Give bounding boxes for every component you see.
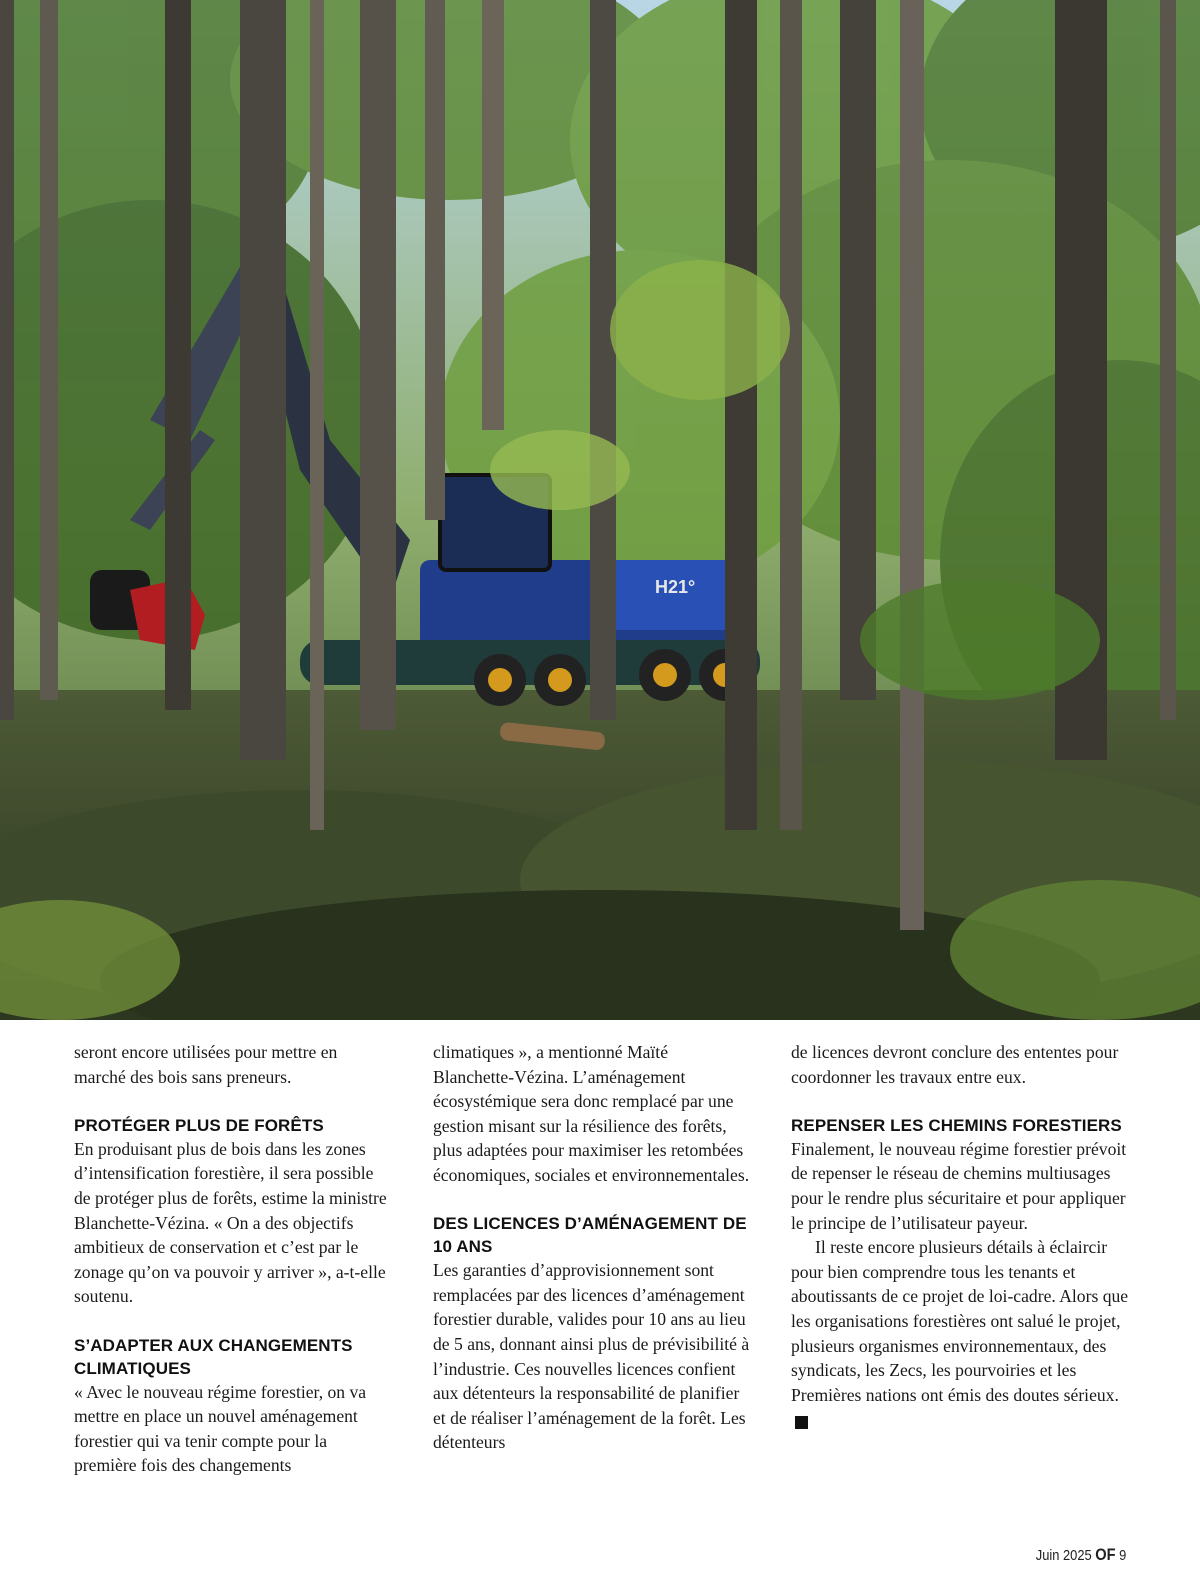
- section-heading: S’ADAPTER AUX CHANGEMENTS CLIMATIQUES: [74, 1335, 353, 1378]
- article-column-1: [74, 1040, 392, 1478]
- paragraph: [791, 1235, 1131, 1432]
- paragraph: « Avec le nouveau régime forestier, on va mettre en place un nouvel aménagement forestier qui va tenir compte pour la première fois des changements: [74, 1381, 367, 1476]
- article-column-3: [791, 1040, 1131, 1432]
- section-heading: PROTÉGER PLUS DE FORÊTS: [74, 1115, 324, 1135]
- paragraph: Les garanties d’approvisionnement sont remplacées par des licences d’aménagement forestier durable, valides pour 10 ans au lieu de 5 ans, donnant ainsi plus de prévisibilité à l’industrie. Ces nouvelles licences confient aux détenteurs la responsabilité de planifier et de réaliser l’aménagement de la forêt. Les détenteurs: [433, 1260, 750, 1453]
- issue-date: Juin 2025: [1035, 1547, 1092, 1564]
- section-heading: DES LICENCES D’AMÉNAGEMENT DE 10 ANS: [433, 1214, 747, 1257]
- section-heading: REPENSER LES CHEMINS FORESTIERS: [791, 1115, 1122, 1135]
- paragraph: En produisant plus de bois dans les zones d’intensification forestière, il sera possible de protéger plus de forêts, estime la ministre Blanchette-Vézina. « On a des objectifs ambitieux de conservation et c’est par le zonage qu’on va pouvoir y arriver », a-t-elle soutenu.: [74, 1138, 387, 1307]
- page-number: 9: [1118, 1547, 1126, 1564]
- paragraph: seront encore utilisées pour mettre en marché des bois sans preneurs.: [74, 1042, 338, 1087]
- paragraph: de licences devront conclure des ententes pour coordonner les travaux entre eux.: [791, 1042, 1119, 1087]
- article-column-2: [433, 1040, 751, 1455]
- paragraph: Finalement, le nouveau régime forestier prévoit de repenser le réseau de chemins multiusages pour le rendre plus sécuritaire et pour appliquer le principe de l’utilisateur payeur.: [791, 1138, 1127, 1233]
- magazine-brand: OF: [1094, 1545, 1116, 1564]
- paragraph: climatiques », a mentionné Maïté Blanchette-Vézina. L’aménagement écosystémique sera donc remplacé par une gestion misant sur la résilience des forêts, plus adaptées pour maximiser les retombées économiques, sociales et environnementales.: [433, 1042, 750, 1185]
- machine-label: H21°: [655, 577, 696, 597]
- end-of-article-logo: OF: [795, 1416, 808, 1429]
- page-footer: [1035, 1545, 1126, 1565]
- paragraph-text: Il reste encore plusieurs détails à éclaircir pour bien comprendre tous les tenants et aboutissants de ce projet de loi-cadre. Alors que les organisations forestières ont salué le projet, plusieurs organismes environnementaux, des syndicats, les Zecs, les pourvoiries et les Premières nations ont émis des doutes sérieux.: [791, 1237, 1129, 1405]
